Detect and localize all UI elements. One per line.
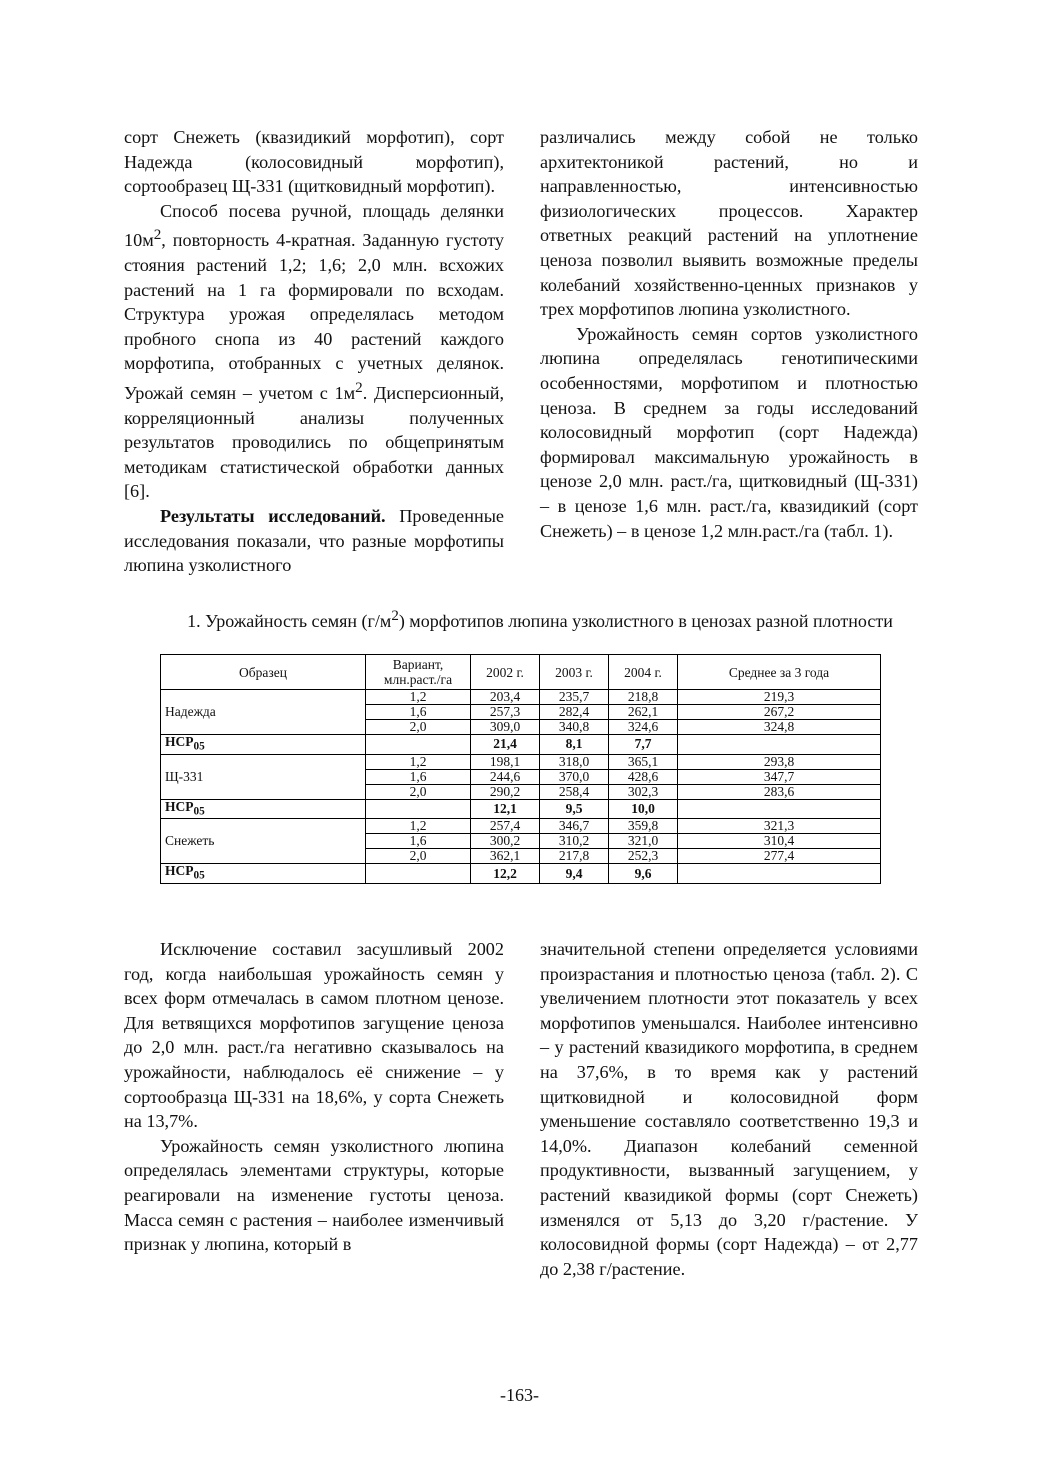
table-cell: 321,0 bbox=[609, 834, 678, 849]
page-number: -163- bbox=[500, 1385, 539, 1405]
ncp-label-text: НСР bbox=[165, 798, 194, 814]
superscript: 2 bbox=[355, 379, 363, 396]
table-cell: 309,0 bbox=[471, 720, 540, 735]
paragraph: Исключение составил засушливый 2002 год, когда наибольшая урожайность семян у всех форм отмечалась в самом плотном ценозе. Для ветвящихся морфотипов загущение ценоза до 2,0 млн. раст./га негативно сказывалось на урожайности, наблюдалось её снижение – у сортообразца Щ-331 на 18,6%, у сорта Снежеть на 13,7%. bbox=[124, 939, 504, 1132]
table-cell: 9,6 bbox=[609, 864, 678, 884]
table-cell: 302,3 bbox=[609, 784, 678, 799]
text-fragment: . Дисперсионный, корреляционный анализы полученных результатов проводились по общепринятым методикам статистической обработки данных [6]. bbox=[124, 383, 505, 502]
table-cell: 267,2 bbox=[678, 705, 881, 720]
table-cell: 2,0 bbox=[366, 784, 471, 799]
table-cell bbox=[366, 735, 471, 755]
table-cell: 428,6 bbox=[609, 769, 678, 784]
table-cell: 2,0 bbox=[366, 849, 471, 864]
text-column-3 bbox=[124, 937, 504, 1257]
table-cell: 347,7 bbox=[678, 769, 881, 784]
table-cell bbox=[678, 864, 881, 884]
table-cell: 365,1 bbox=[609, 754, 678, 769]
table-cell: 282,4 bbox=[540, 705, 609, 720]
paragraph bbox=[124, 504, 504, 578]
table-cell: 9,5 bbox=[540, 799, 609, 819]
ncp-label bbox=[161, 799, 366, 819]
table-cell: 2,0 bbox=[366, 720, 471, 735]
text-column-4 bbox=[540, 937, 918, 1281]
table-cell: 1,2 bbox=[366, 819, 471, 834]
table-cell: 290,2 bbox=[471, 784, 540, 799]
table-cell: 362,1 bbox=[471, 849, 540, 864]
table-cell bbox=[366, 799, 471, 819]
table-cell: 370,0 bbox=[540, 769, 609, 784]
sample-name: Надежда bbox=[161, 690, 366, 735]
table-cell bbox=[366, 864, 471, 884]
table-row bbox=[161, 819, 881, 834]
table-cell: 340,8 bbox=[540, 720, 609, 735]
table-cell: 258,4 bbox=[540, 784, 609, 799]
table-cell: 203,4 bbox=[471, 690, 540, 705]
ncp-row bbox=[161, 735, 881, 755]
table-cell: 235,7 bbox=[540, 690, 609, 705]
table-cell: 310,2 bbox=[540, 834, 609, 849]
caption-text: 1. Урожайность семян (г/м bbox=[187, 611, 392, 631]
ncp-row bbox=[161, 799, 881, 819]
superscript: 2 bbox=[153, 226, 162, 244]
table-cell: 12,1 bbox=[471, 799, 540, 819]
table-cell: 198,1 bbox=[471, 754, 540, 769]
table-cell: 283,6 bbox=[678, 784, 881, 799]
sample-name: Щ-331 bbox=[161, 754, 366, 799]
paragraph: значительной степени определяется условиями произрастания и плотностью ценоза (табл. 2). С увеличением плотности этот показатель у всех морфотипов уменьшался. Наиболее интенсивно – у растений квазидикого морфотипа, в среднем на 37,6%, в то время как у растений щитковидной и колосовидной форм уменьшение составляло соответственно 19,3 и 14,0%. Диапазон колебаний семенной продуктивности, вызванный загущением, у растений квазидикой формы (сорт Снежеть) изменялся от 5,13 до 3,20 г/растение. У колосовидной формы (сорт Надежда) – от 2,77 до 2,38 г/растение. bbox=[540, 939, 918, 1279]
section-heading: Результаты исследований. bbox=[160, 506, 386, 527]
paragraph: Урожайность семян узколистного люпина определялась элементами структуры, которые реагировали на изменение густоты ценоза. Масса семян с растения – наиболее изменчивый признак у люпина, который в bbox=[124, 1135, 504, 1255]
ncp-label-text: НСР bbox=[165, 734, 194, 749]
paragraph bbox=[124, 199, 504, 504]
table-cell: 1,2 bbox=[366, 690, 471, 705]
text-column-1 bbox=[124, 125, 504, 578]
table-cell: 7,7 bbox=[609, 735, 678, 755]
table-cell bbox=[678, 735, 881, 755]
table-cell: 262,1 bbox=[609, 705, 678, 720]
column-header: Среднее за 3 года bbox=[678, 655, 881, 690]
ncp-label bbox=[161, 735, 366, 755]
table-row bbox=[161, 754, 881, 769]
table-cell: 300,2 bbox=[471, 834, 540, 849]
subscript: 05 bbox=[193, 805, 205, 818]
table-caption bbox=[160, 605, 920, 632]
column-header: 2003 г. bbox=[540, 655, 609, 690]
table-cell: 318,0 bbox=[540, 754, 609, 769]
table-cell: 277,4 bbox=[678, 849, 881, 864]
ncp-label bbox=[161, 864, 366, 884]
paragraph: различались между собой не только архитектоникой растений, но и направленностью, интенсивностью физиологических процессов. Характер ответных реакций растений на уплотнение ценоза позволил выявить возможные пределы колебаний хозяйственно-ценных признаков у трех морфотипов люпина узколистного. bbox=[540, 127, 918, 320]
table-cell: 359,8 bbox=[609, 819, 678, 834]
caption-text: ) морфотипов люпина узколистного в ценозах разной плотности bbox=[398, 611, 893, 631]
table-cell: 252,3 bbox=[609, 849, 678, 864]
table-cell: 324,8 bbox=[678, 720, 881, 735]
column-header: 2002 г. bbox=[471, 655, 540, 690]
table-cell: 9,4 bbox=[540, 864, 609, 884]
table-cell bbox=[678, 799, 881, 819]
table-cell: 1,2 bbox=[366, 754, 471, 769]
column-header: Вариант, млн.раст./га bbox=[366, 655, 471, 690]
table-cell: 218,8 bbox=[609, 690, 678, 705]
table-cell: 10,0 bbox=[609, 799, 678, 819]
table-cell: 257,3 bbox=[471, 705, 540, 720]
table-cell: 257,4 bbox=[471, 819, 540, 834]
table-cell: 346,7 bbox=[540, 819, 609, 834]
table-cell: 324,6 bbox=[609, 720, 678, 735]
yield-table bbox=[160, 654, 881, 884]
subscript: 05 bbox=[193, 740, 205, 753]
table-row bbox=[161, 690, 881, 705]
table-cell: 217,8 bbox=[540, 849, 609, 864]
table-cell: 21,4 bbox=[471, 735, 540, 755]
ncp-row bbox=[161, 864, 881, 884]
table-cell: 310,4 bbox=[678, 834, 881, 849]
table-cell: 244,6 bbox=[471, 769, 540, 784]
column-header: 2004 г. bbox=[609, 655, 678, 690]
table-cell: 12,2 bbox=[471, 864, 540, 884]
table-cell: 293,8 bbox=[678, 754, 881, 769]
ncp-label-text: НСР bbox=[165, 863, 194, 879]
text-column-2 bbox=[540, 125, 918, 543]
table-cell: 321,3 bbox=[678, 819, 881, 834]
text-fragment: , повторность 4-кратная. Заданную густоту стояния растений 1,2; 1,6; 2,0 млн. всхожих растений на 1 га формировали по всходам. Структура урожая определялась методом пробного снопа из 40 растений каждого морфотипа, отобранных с учетных делянок. Урожай семян – учетом с 1м bbox=[124, 230, 504, 404]
text-fragment: Проведенные исследования показали, что разные морфотипы люпина узколистного bbox=[124, 506, 504, 576]
text-fragment: Способ посева ручной, площадь делянки 10м bbox=[124, 200, 504, 251]
table-cell: 1,6 bbox=[366, 769, 471, 784]
table-cell: 1,6 bbox=[366, 834, 471, 849]
subscript: 05 bbox=[193, 870, 205, 883]
paragraph: сорт Снежеть (квазидикий морфотип), сорт Надежда (колосовидный морфотип), сортообразец Щ-331 (щитковидный морфотип). bbox=[124, 127, 504, 197]
column-header: Образец bbox=[161, 655, 366, 690]
table-cell: 219,3 bbox=[678, 690, 881, 705]
table-cell: 1,6 bbox=[366, 705, 471, 720]
paragraph: Урожайность семян сортов узколистного люпина определялась генотипическими особенностями, морфотипом и плотностью ценоза. В среднем за годы исследований колосовидный морфотип (сорт Надежда) формировал максимальную урожайность в ценозе 2,0 млн. раст./га, щитковидный (Щ-331) – в ценозе 1,6 млн. раст./га, квазидикий (сорт Снежеть) – в ценозе 1,2 млн.раст./га (табл. 1). bbox=[540, 323, 918, 541]
superscript: 2 bbox=[391, 608, 399, 624]
sample-name: Снежеть bbox=[161, 819, 366, 864]
table-header-row bbox=[161, 655, 881, 690]
table-cell: 8,1 bbox=[540, 735, 609, 755]
